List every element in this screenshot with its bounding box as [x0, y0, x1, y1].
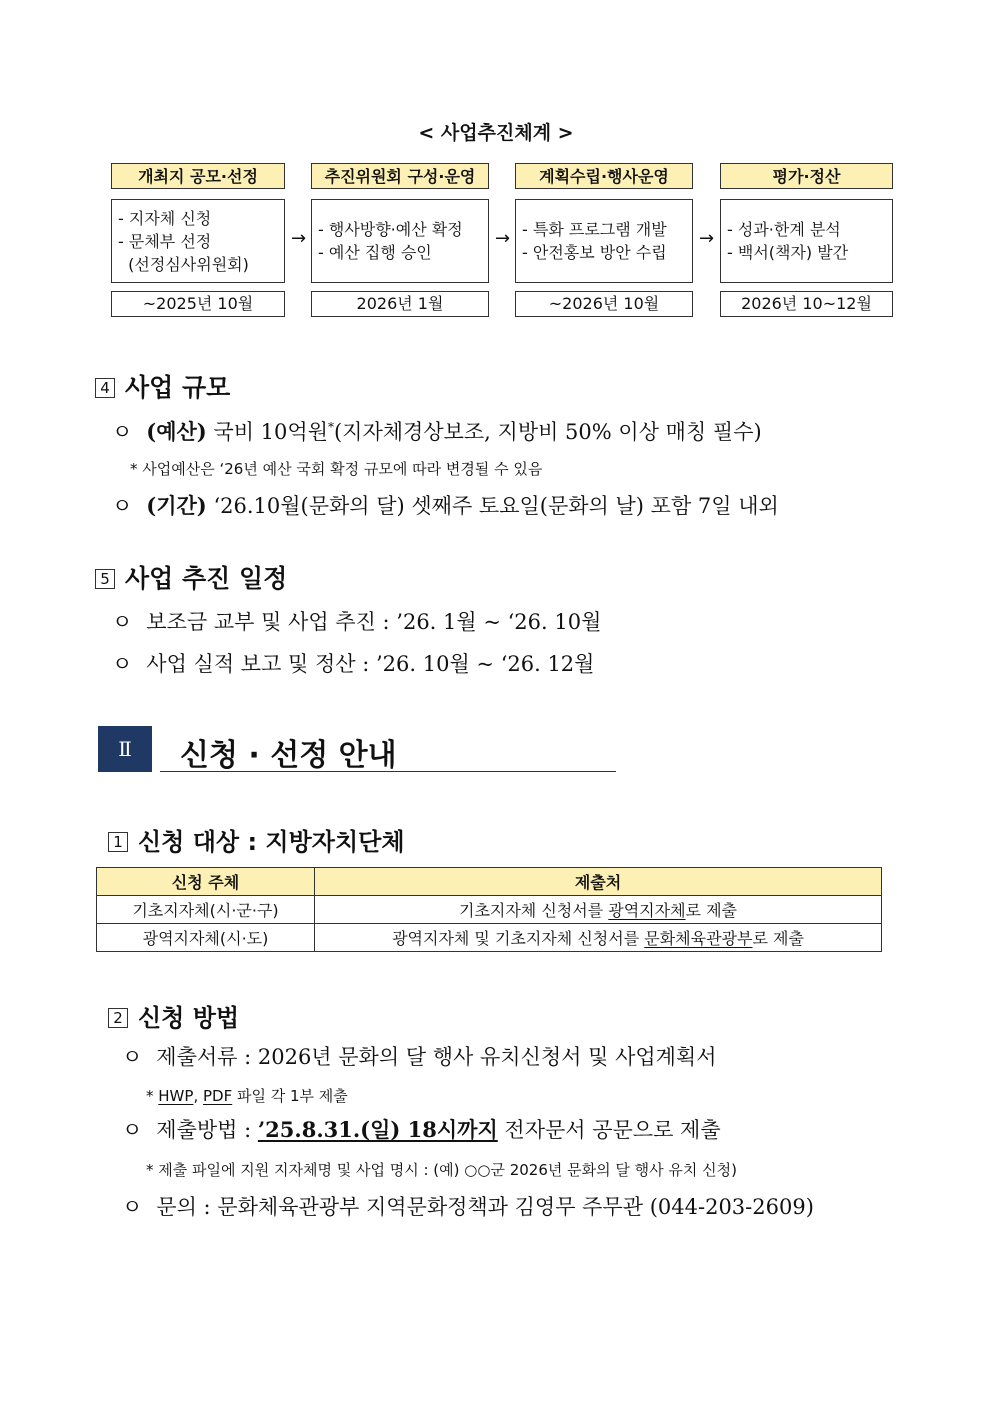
cell-text: 기초지자체 신청서를	[458, 901, 609, 920]
documents-text: 제출서류 : 2026년 문화의 달 행사 유치신청서 및 사업계획서	[156, 1045, 717, 1069]
schedule-line-1	[112, 606, 601, 636]
chapter-number: Ⅱ	[98, 726, 152, 772]
cell-text: 로 제출	[685, 901, 738, 920]
contact-line	[122, 1191, 814, 1221]
bullet: ㅇ	[112, 494, 133, 518]
method-text: 전자문서 공문으로 제출	[497, 1118, 721, 1142]
stage-3-item: - 특화 프로그램 개발	[522, 220, 667, 239]
stage-4-date: 2026년 10~12월	[720, 291, 893, 317]
section-4-heading	[95, 368, 230, 404]
cell-text: 로 제출	[752, 929, 804, 948]
method-label: 제출방법 :	[156, 1118, 258, 1142]
section-number: 1	[108, 832, 128, 852]
subsection-2-heading	[108, 998, 239, 1033]
stage-1-date: ~2025년 10월	[111, 291, 285, 317]
table-cell: 광역지자체(시·도)	[97, 924, 315, 952]
contact-text: 문의 : 문화체육관광부 지역문화정책과 김영무 주무관 (044-203-2609)	[156, 1195, 814, 1219]
bullet: ㅇ	[122, 1195, 143, 1219]
period-text: ‘26.10월(문화의 달) 셋째주 토요일(문화의 날) 포함 7일 내외	[213, 494, 779, 518]
stage-1-item: - 지자체 신청	[118, 208, 212, 228]
stage-4-item: - 백서(책자) 발간	[727, 243, 849, 262]
stage-3-head: 계획수립·행사운영	[515, 163, 693, 189]
stage-1-body	[111, 199, 285, 283]
section-number: 2	[108, 1008, 128, 1028]
stage-3-item: - 안전홍보 방안 수립	[522, 243, 667, 262]
cell-text: 광역지자체 및 기초지자체 신청서를	[392, 929, 645, 948]
subsection-1-heading	[108, 822, 405, 857]
schedule-text: 보조금 교부 및 사업 추진 : ’26. 1월 ~ ‘26. 10월	[146, 610, 602, 634]
table-header-row	[97, 868, 882, 896]
budget-line	[112, 416, 762, 446]
stage-2-body	[311, 199, 489, 283]
budget-label: (예산)	[146, 419, 207, 444]
documents-line	[122, 1041, 717, 1071]
bullet: ㅇ	[112, 420, 133, 444]
chapter-title: 신청 · 선정 안내	[180, 738, 397, 773]
stage-4-item: - 성과·한계 분석	[727, 220, 841, 239]
stage-1-item: (선정심사위원회)	[118, 254, 249, 274]
section-title: 사업 규모	[125, 373, 231, 402]
stage-4-body	[720, 199, 893, 283]
flow-arrow-1: →	[291, 228, 307, 249]
stage-4-head: 평가·정산	[720, 163, 893, 189]
budget-note: * 사업예산은 ‘26년 예산 국회 확정 규모에 따라 변경될 수 있음	[130, 460, 543, 478]
footnote-mark: *	[146, 1087, 154, 1105]
stage-1-item: - 문체부 선정	[118, 231, 212, 251]
stage-2-head: 추진위원회 구성·운영	[311, 163, 489, 189]
table-row	[97, 896, 882, 924]
cell-target: 문화체육관광부	[644, 929, 753, 948]
table-cell	[315, 924, 882, 952]
applicant-table	[96, 867, 882, 952]
format-hwp: HWP	[158, 1087, 194, 1105]
period-label: (기간)	[146, 493, 207, 518]
section-title: 신청 방법	[138, 1004, 240, 1032]
stage-3-body	[515, 199, 693, 283]
stage-2-date: 2026년 1월	[311, 291, 489, 317]
section-5-heading	[95, 559, 287, 595]
stage-2-item: - 행사방향·예산 확정	[318, 220, 463, 239]
stage-2-item: - 예산 집행 승인	[318, 243, 432, 262]
method-note: * 제출 파일에 지원 지자체명 및 사업 명시 : (예) ○○군 2026년 문화의 달 행사 유치 신청)	[146, 1161, 737, 1179]
table-header: 신청 주체	[97, 868, 315, 896]
section-title: 사업 추진 일정	[125, 564, 288, 593]
note-text: ,	[193, 1087, 203, 1105]
table-cell: 기초지자체(시·군·구)	[97, 896, 315, 924]
bullet: ㅇ	[122, 1045, 143, 1069]
table-cell	[315, 896, 882, 924]
method-line	[122, 1114, 721, 1144]
bullet: ㅇ	[122, 1118, 143, 1142]
bullet: ㅇ	[112, 652, 133, 676]
section-number: 5	[95, 569, 115, 589]
footnote-mark: *	[327, 420, 334, 434]
section-title: 신청 대상 : 지방자치단체	[138, 828, 405, 856]
section-number: 4	[95, 378, 115, 398]
schedule-line-2	[112, 648, 594, 678]
format-pdf: PDF	[202, 1087, 233, 1105]
table-row	[97, 924, 882, 952]
schedule-text: 사업 실적 보고 및 정산 : ’26. 10월 ~ ‘26. 12월	[146, 652, 595, 676]
budget-text-cont: (지자체경상보조, 지방비 50% 이상 매칭 필수)	[333, 420, 762, 444]
flow-title: < 사업추진체계 >	[418, 122, 574, 144]
note-text: 파일 각 1부 제출	[232, 1087, 348, 1105]
stage-3-date: ~2026년 10월	[515, 291, 693, 317]
documents-note	[146, 1085, 348, 1106]
deadline: ’25.8.31.(일) 18시까지	[257, 1117, 498, 1142]
flow-arrow-3: →	[699, 228, 715, 249]
flow-arrow-2: →	[495, 228, 511, 249]
bullet: ㅇ	[112, 610, 133, 634]
cell-target: 광역지자체	[608, 901, 686, 920]
period-line	[112, 490, 779, 520]
table-header: 제출처	[315, 868, 882, 896]
stage-1-head: 개최지 공모·선정	[111, 163, 285, 189]
budget-text: 국비 10억원	[213, 420, 328, 444]
chapter-underline	[160, 771, 616, 772]
